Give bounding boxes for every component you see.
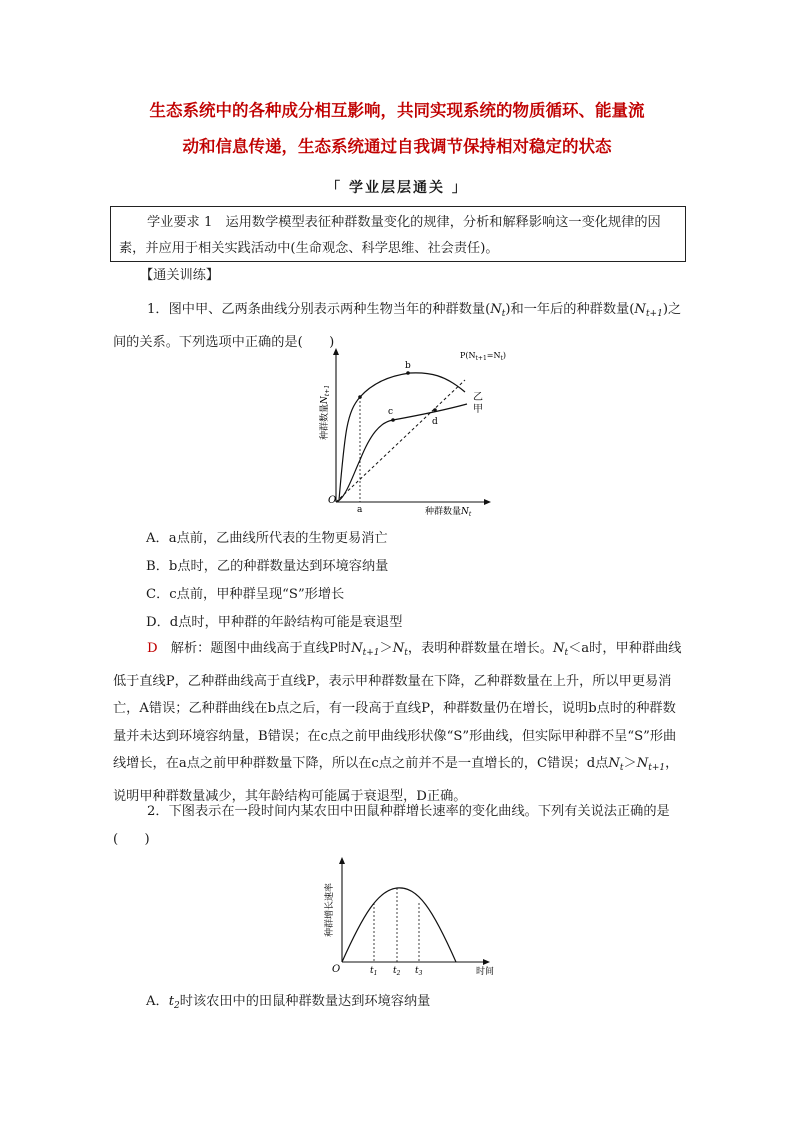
page-title-line-1: 生态系统中的各种成分相互影响，共同实现系统的物质循环、能量流: [149, 101, 645, 120]
q1-line-p: [336, 380, 465, 502]
q1-stem: 1．图中甲、乙两条曲线分别表示两种生物当年的种群数量$(N_t)$和一年后的种群数量$(N_{t+1})$之间的关系。下列选项中正确的是( ): [113, 302, 682, 350]
q2-t1-label: $t_1$: [370, 966, 378, 977]
q1-origin: O: [328, 495, 337, 506]
q2-origin: O: [332, 964, 341, 975]
q2-y-axis-arrow: [339, 857, 345, 864]
q1-y-axis-label: 种群数量$N_{t+1}$: [320, 384, 331, 440]
q1-option-b: B．b点时，乙的种群数量达到环境容纳量: [146, 559, 389, 574]
page-title-line-2: 动和信息传递，生态系统通过自我调节保持相对稳定的状态: [182, 137, 612, 156]
q2-t2-label: $t_2$: [393, 966, 401, 977]
q1-point-d: [433, 408, 437, 412]
q2-y-axis-label: 种群增长速率: [325, 882, 335, 937]
q1-y-axis-arrow: [333, 348, 339, 355]
q2-option-a: A．$t_2$时该农田中的田鼠种群数量达到环境容纳量: [146, 994, 431, 1011]
q1-figure: [315, 340, 505, 520]
q1-label-d: d: [432, 417, 438, 427]
q1-label-jia: 甲: [473, 404, 483, 415]
q2-x-axis-label: 时间: [476, 967, 495, 977]
q1-option-c: C．c点前，甲种群呈现“S”形增长: [146, 587, 345, 602]
q1-point-c: [391, 418, 395, 422]
q1-label-yi: 乙: [473, 392, 483, 403]
requirement-box: 学业要求 1 运用数学模型表征种群数量变化的规律，分析和解释影响这一变化规律的因素，并应用于相关实践活动中(生命观念、科学思维、社会责任)。: [110, 206, 686, 262]
training-label: 【通关训练】: [140, 268, 220, 283]
q1-option-a: A．a点前，乙曲线所代表的生物更易消亡: [146, 531, 388, 546]
q2-x-axis-arrow: [483, 959, 490, 965]
q1-analysis: D 解析：题图中曲线高于直线P时$N_{t+1}>N_t$，表明种群数量在增长。$N_t<a$时，甲种群曲线低于直线P，乙种群曲线高于直线P，表示甲种群数量在下降，乙种群数量在上升，所以甲更易消亡，A错误；乙种群曲线在b点之后，有一段高于直线P，种群数量仍在增长，说明b点时的种群数量并未达到环境容纳量，B错误；在c点之前甲曲线形状像“S”形曲线，但实际甲种群不呈“S”形曲线增长，在a点之前甲种群数量下降，所以在c点之前并不是一直增长的，C错误；d点$N_t>N_{t+1}$，说明甲种群数量减少，其年龄结构可能属于衰退型，D正确。: [113, 641, 682, 804]
q1-label-c: c: [388, 407, 394, 417]
q1-label-a: a: [357, 505, 363, 515]
q1-option-d: D．d点时，甲种群的年龄结构可能是衰退型: [146, 615, 403, 630]
q1-answer: D: [147, 641, 158, 656]
q1-point-b: [406, 371, 410, 375]
q2-curve: [342, 888, 456, 962]
q1-x-axis-label: 种群数量$N_t$: [425, 507, 472, 518]
q1-label-b: b: [405, 361, 411, 371]
q2-stem: 2．下图表示在一段时间内某农田中田鼠种群增长速率的变化曲线。下列有关说法正确的是( ): [113, 804, 670, 847]
q2-t3-label: $t_3$: [415, 966, 423, 977]
q1-line-p-label: $P(N_{t+1}=N_t)$: [460, 351, 507, 362]
q1-curve-jia: [336, 404, 467, 502]
q1-x-axis-arrow: [484, 499, 491, 505]
section-header: 「 学业层层通关 」: [326, 180, 468, 196]
q2-figure: [318, 855, 508, 980]
